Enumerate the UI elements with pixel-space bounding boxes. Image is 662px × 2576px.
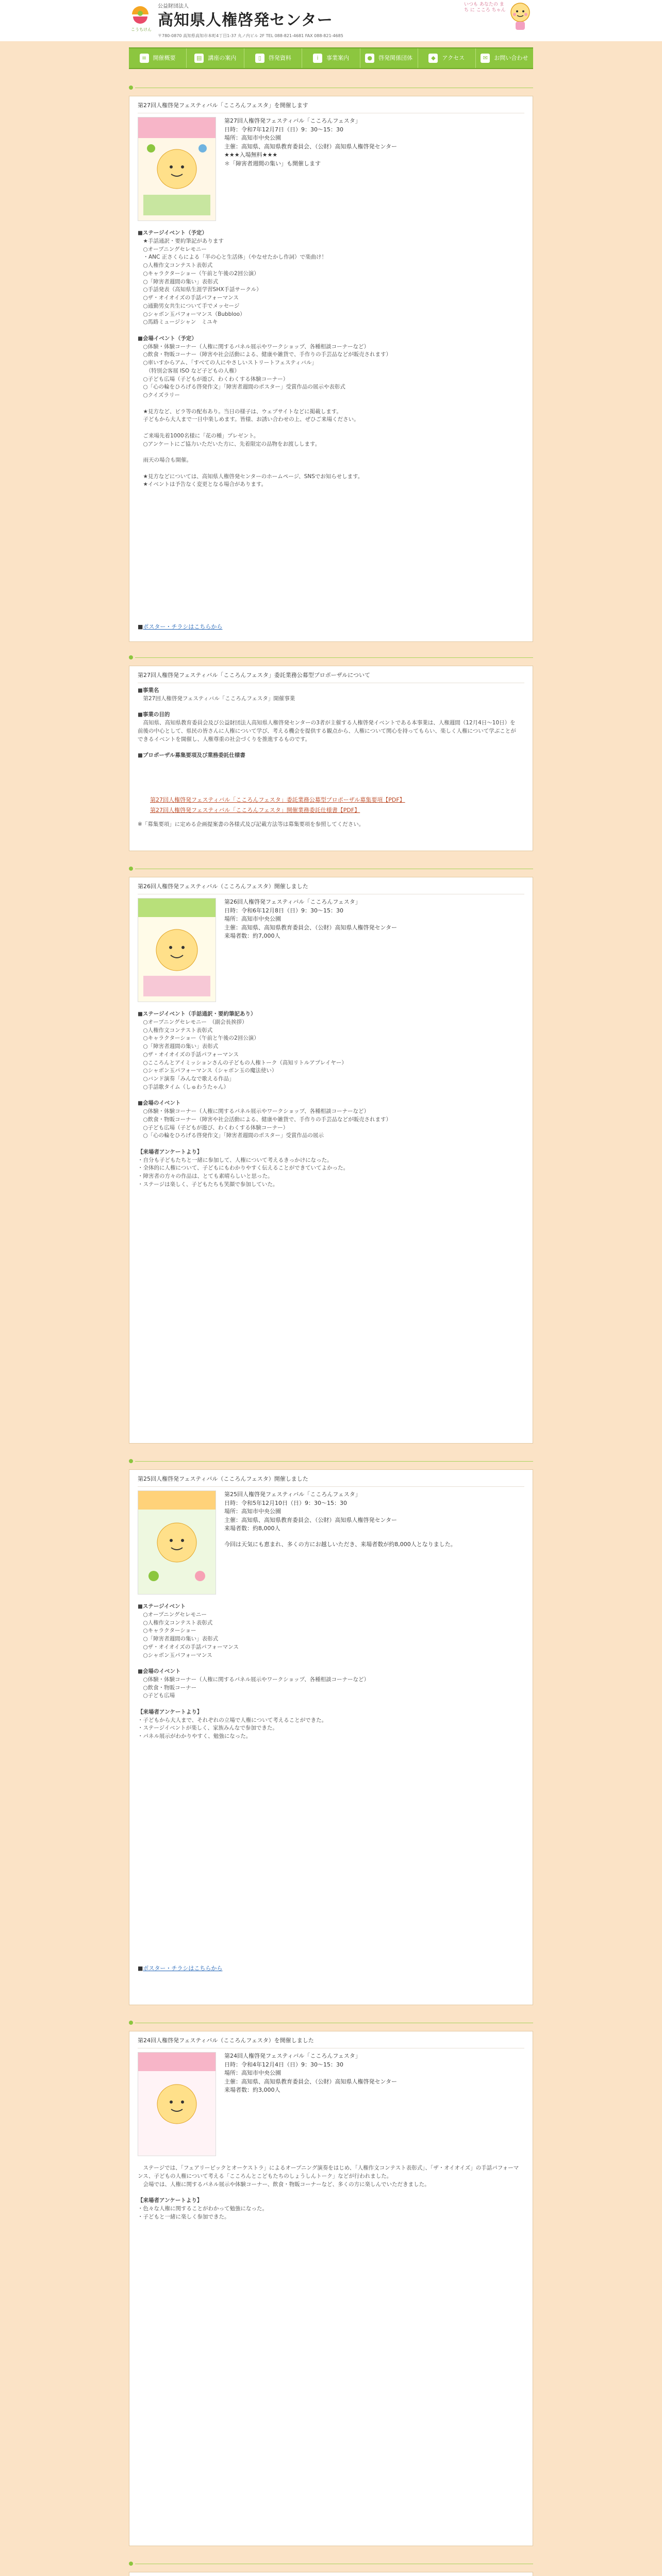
body-line: ○「障害者週間の集い」表彰式 [138,278,219,285]
summary-line: 主催：高知県、高知県教育委員会、（公財）高知県人権啓発センター [224,2078,398,2085]
body-line: ■事業の目的 [138,711,170,718]
event-summary [224,1490,523,1549]
body-line: ○「心の輪をひろげる啓発作文」「障害者週間のポスター」受賞作品の展示や表彰式 [138,384,345,391]
body-line: ○体験・体験コーナー（人権に関するパネル展示やワークショップ、各種相談コーナーなど） [138,1676,370,1683]
body-line [138,465,519,473]
body-line [138,743,519,752]
body-line: ○キャラクターショー（午前と午後の2回公演） [138,270,259,277]
org-subtitle: 公益財団法人 [158,4,189,9]
card-title[interactable]: 第25回人権啓発フェスティバル（こころんフェスタ）開催しました [138,1475,524,1487]
mascot-icon [508,1,532,32]
section-divider [129,2561,533,2567]
logo-icon[interactable] [129,3,152,26]
body-line: ■プロポーザル募集要項及び業務委託仕様書 [138,752,245,758]
body-line: ○飲食・物販コーナー（障害や社会活動による、健康や雑貨で、手作りの手芸品などが販売されます） [138,351,391,358]
body-line [138,1092,519,1100]
body-line: ★見方などについては、高知県人権啓発センターのホームページ、SNSでお知らせします。 [138,473,363,480]
summary-line: 日時：令和4年12月4日（日）9：30〜15：30 [224,2061,343,2068]
body-line [138,400,519,408]
pdf-link-row [150,796,405,804]
section-divider [129,2020,533,2026]
section-divider [129,84,533,91]
section-divider [129,654,533,660]
section-body [138,229,519,489]
poster-link-row: ■ポスター・チラシはこちらから [138,623,223,630]
body-line: 高知県、高知県教育委員会及び公益財団法人高知県人権啓発センターの3者が主催する人権啓発イベントである本事業は、人権週間（12月4日〜10日）を前後の中心として、県民の皆さんに人権について学び、考える機会を提供する観点から、人権について関心を持ってもらい、楽しく人権について学ぶことができるイベントを開催し、人権尊重の社会づくりを推進するものです。 [138,720,516,742]
body-line: ■事業名 [138,687,159,693]
body-line: ○ザ・オイオイズの手話パフォーマンス [138,1643,239,1650]
body-line: ○「障害者週間の集い」表彰式 [138,1043,219,1049]
summary-line: 場所：高知市中央公園 [224,134,281,141]
summary-line: 第27回人権啓発フェスティバル「こころんフェスタ」 [224,117,361,124]
body-line: 子どもから大人まで一日中楽しめます。皆様、お誘い合わせの上、ぜひご来場ください。 [138,416,359,423]
summary-note: 今回は天気にも恵まれ、多くの方にお越しいただき、来場者数が約8,000人となりました。 [224,1540,456,1548]
event-summary [224,117,523,168]
info-icon: i [313,54,322,63]
group-icon: ● [365,54,374,63]
body-line: ○クイズラリー [138,392,180,398]
body-line: ○「障害者週間の集い」表彰式 [138,1636,219,1642]
body-line: ○手話発表（高知県生涯学習SHX手話サークル） [138,286,262,293]
body-line: ○ザ・オイオイズの手話パフォーマンス [138,295,239,301]
nav-label: アクセス [442,55,465,62]
doc-icon: ▯ [255,54,264,63]
body-line: ・ステージイベントが楽しく、家族みんなで参加できた。 [138,1725,278,1732]
nav-item-courses[interactable] [187,48,244,68]
nav-item-business[interactable] [302,48,360,68]
summary-line: 第24回人権啓発フェスティバル「こころんフェスタ」 [224,2053,361,2059]
body-line: ■ステージイベント（予定） [138,230,207,236]
body-line: ○キャラクターショー（午前と午後の2回公演） [138,1035,259,1042]
body-line: ○キャラクターショー [138,1628,196,1634]
body-line: 雨天の場合も開催。 [138,457,192,463]
poster-link[interactable]: ポスター・チラシはこちらから [143,1965,223,1972]
body-line [138,424,519,432]
body-line: ○体験・体験コーナー（人権に関するパネル展示やワークショップ、各種相談コーナーなど） [138,1108,370,1114]
nav-item-access[interactable] [418,48,476,68]
body-line: ○オープニングセレモニー （副会長挨拶） [138,1019,247,1025]
body-line: ○子ども広場（子どもが遊び、わくわくする体験コーナー） [138,1124,289,1131]
nav-label: 開催概要 [153,55,176,62]
body-line [138,703,519,711]
summary-line: ＊「障害者週間の集い」も開催します [224,160,321,167]
site-title[interactable]: 高知県人権啓発センター [158,11,333,29]
news-card [129,96,533,642]
body-line: （特別会客展 ISO など子どもの人権） [138,367,240,374]
summary-line: 主催：高知県、高知県教育委員会、（公財）高知県人権啓発センター [224,924,398,931]
body-line: 第27回人権啓発フェスティバル「こころんフェスタ」開催事業 [138,695,295,702]
body-line: ・自分も子どもたちと一緒に参加して、人権について考えるきっかけになった。 [138,1157,333,1163]
nav-item-contact[interactable] [476,48,533,68]
news-card [129,666,533,851]
mascot-caption: いつも あなたの まち に こころ ちゃん [464,2,506,13]
body-line: ★イベントは予告なく変更となる場合があります。 [138,481,267,488]
body-line [138,2189,519,2197]
body-line: ○「心の輪をひろげる啓発作文」「障害者週間のポスター」受賞作品の展示 [138,1132,324,1139]
body-line: ○シャボン玉パフォーマンス（シャボン玉の魔法使い） [138,1067,277,1074]
body-line: ○子ども広場 [138,1692,175,1699]
pdf-link[interactable]: 第27回人権啓発フェスティバル「こころんフェスタ」委託業務公募型プロポーザル募集要項【PDF】 [150,796,405,803]
nav-item-groups[interactable] [360,48,418,68]
body-line: ■ステージイベント（手話通訳・要約筆記あり） [138,1011,256,1017]
news-card [129,1469,533,2005]
body-line: ○飲食・物販コーナー [138,1684,197,1691]
summary-line: 来場者数：約7,000人 [224,933,280,939]
summary-line: 日時：令和6年12月8日（日）9：30〜15：30 [224,907,343,914]
list-icon: ≡ [140,54,149,63]
summary-line: 第26回人権啓発フェスティバル「こころんフェスタ」 [224,899,361,905]
map-icon: ◆ [428,54,438,63]
body-line: ○シャボン玉パフォーマンス（Bubbloo） [138,311,245,317]
body-line: ・色々な人権に関することがわかって勉強になった。 [138,2205,268,2212]
body-line: ・障害者の方々の作品は、とても素晴らしいと思った。 [138,1173,273,1179]
body-line: 【来場者アンケートより】 [138,1708,203,1715]
body-line: ○こころんとアイミッションさんの子どもの人権トーク（高知リトルアプレイヤー） [138,1059,347,1066]
body-line [138,448,519,456]
summary-line: 場所：高知市中央公園 [224,916,281,922]
section-body [138,2164,519,2221]
body-line: ・子どもと一緒に楽しく参加できた。 [138,2213,230,2220]
poster-link[interactable]: ポスター・チラシはこちらから [143,623,223,630]
section-divider [129,866,533,872]
summary-line: ★★★入場無料★★★ [224,151,278,158]
flyer-image[interactable] [138,2052,216,2156]
nav-item-materials[interactable] [244,48,302,68]
body-line: 【来場者アンケートより】 [138,1148,203,1155]
body-line: ○バンド演奏「みんなで歌える作品」 [138,1076,235,1082]
summary-line: 来場者数：約8,000人 [224,1525,280,1532]
body-line: ○馬路ミュージシャン ミユキ [138,319,218,326]
pdf-link[interactable]: 第27回人権啓発フェスティバル「こころんフェスタ」開催業務委託仕様書【PDF】 [150,807,360,814]
pdf-link-row [150,806,360,815]
nav-item-overview[interactable] [129,48,187,68]
body-line: ・ステージは楽しく、子どもたちも笑顔で参加していた。 [138,1181,278,1188]
body-line: ○手話歌タイム（しゅわうたゃん） [138,1083,229,1090]
card-title[interactable]: 第26回人権啓発フェスティバル（こころんフェスタ）開催しました [138,883,524,894]
summary-line: 来場者数：約3,000人 [224,2087,280,2093]
flyer-image[interactable] [138,1490,216,1595]
body-line: ★見方など、ビラ等の配布あり。当日の様子は、ウェブサイトなどに掲載します。 [138,408,342,415]
flyer-image[interactable] [138,898,216,1002]
logo-caption: こうちけん [131,27,152,32]
body-line [138,1700,519,1708]
summary-line: 日時：令和5年12月10日（日）9：30〜15：30 [224,1499,347,1506]
body-line: ○子ども広場（子どもが遊び、わくわくする体験コーナー） [138,376,289,382]
nav-label: 啓発関係団体 [378,55,413,62]
body-line: ○飲食・物販コーナー（障害や社会活動による、健康や雑貨で、手作りの手芸品などが販売されます） [138,1116,391,1123]
card-title[interactable]: 第27回人権啓発フェスティバル「こころんフェスタ」を開催します [138,101,524,113]
summary-line: 場所：高知市中央公園 [224,1508,281,1515]
card-title[interactable]: 第24回人権啓発フェスティバル（こころんフェスタ）を開催しました [138,2037,524,2048]
event-summary [224,2052,523,2095]
body-line: ■会場のイベント [138,1100,181,1107]
nav-label: 講座の案内 [208,55,237,62]
section-body [138,1010,519,1189]
summary-line: 第25回人権啓発フェスティバル「こころんフェスタ」 [224,1491,361,1498]
body-line: ○シャボン玉パフォーマンス [138,1652,212,1658]
summary-line: 主催：高知県、高知県教育委員会、（公財）高知県人権啓発センター [224,1516,398,1523]
body-line: ○ザ・オイオイズの手話パフォーマンス [138,1051,239,1058]
body-line: ステージでは、「フェアリーピックとオーケストラ」によるオープニング演奏をはじめ、「人権作文コンテスト表彰式」、「ザ・オイオイズ」の手話パフォーマンス、子どもの人権について考える「こころんとこどもたちのしょうしんトーク」などが行われました。 [138,2165,519,2179]
nav-label: お問い合わせ [494,55,528,62]
body-line [138,1659,519,1668]
body-line: ○アンケートにご協力いただいた方に、先着限定の品物をお渡しします。 [138,440,321,447]
body-line: ○通勤男女共生について手でメッセージ [138,302,240,309]
main-nav [129,47,533,69]
body-line: 【来場者アンケートより】 [138,2197,203,2204]
body-line: ○人権作文コンテスト表彰式 [138,1619,213,1626]
summary-line: 場所：高知市中央公園 [224,2070,281,2076]
body-line [138,327,519,335]
body-line: ★手話通訳・要約筆記があります [138,238,224,244]
mail-icon: ✉ [481,54,490,63]
section-note: ※「募集要項」に定める企画提案書の各様式及び記載方法等は募集要項を参照してください。 [138,821,365,827]
news-card [129,2031,533,2546]
book-icon: ▤ [194,54,204,63]
body-line: ○体験・体験コーナー（人権に関するパネル展示やワークショップ、各種相談コーナーなど） [138,343,370,350]
body-line: ・全体的に人権について、子どもにもわかりやすく伝えることができていてよかった。 [138,1165,349,1172]
event-summary [224,898,523,941]
main-content [129,77,533,2576]
section-body [138,687,519,760]
section-divider [129,1458,533,1464]
body-line: ご来場先着1000名様に「花の種」プレゼント。 [138,432,259,439]
card-title[interactable]: 第27回人権啓発フェスティバル「こころんフェスタ」委託業務公募型プロポーザルについて [138,671,524,683]
flyer-image[interactable] [138,117,216,221]
site-address: 〒780-0870 高知県高知市本町4丁目1-37 丸ノ内ビル 2F TEL 088-821-4681 FAX 088-821-4685 [158,33,343,38]
summary-line: 主催：高知県、高知県教育委員会、（公財）高知県人権啓発センター [224,143,398,150]
body-line: ○人権作文コンテスト表彰式 [138,262,213,268]
nav-label: 啓発資料 [268,55,291,62]
nav-label: 事業案内 [326,55,349,62]
site-header [0,0,662,41]
body-line: ・パネル展示がわかりやすく、勉強になった。 [138,1733,252,1739]
body-line: ■ステージイベント [138,1603,186,1609]
body-line: ○オープニングセレモニー [138,1611,207,1618]
body-line: ○車いすからアム、「すべての人にやさしいストリートフェスティバル」 [138,360,317,366]
news-card [129,877,533,1444]
poster-link-row: ■ポスター・チラシはこちらから [138,1965,223,1972]
body-line: ・子どもから大人まで、それぞれの立場で人権について考えることができた。 [138,1717,327,1723]
body-line: ■会場イベント（予定） [138,335,197,342]
summary-line: 日時：令和7年12月7日（日）9：30〜15：30 [224,126,343,133]
body-line: 会場では、人権に関するパネル展示や体験コーナー、飲食・物販コーナーなど、多くの方に楽しんでいただきました。 [138,2181,430,2188]
news-card [129,2572,533,2576]
body-line: ○人権作文コンテスト表彰式 [138,1027,213,1033]
body-line [138,1140,519,1148]
body-line: ■会場のイベント [138,1668,181,1674]
body-line: ・ANC 正さくらによる「半の心と生活体」（やなせたかし作詞）で楽曲け！ [138,254,327,261]
body-line: ○オープニングセレモニー [138,246,207,252]
section-body [138,1603,519,1741]
